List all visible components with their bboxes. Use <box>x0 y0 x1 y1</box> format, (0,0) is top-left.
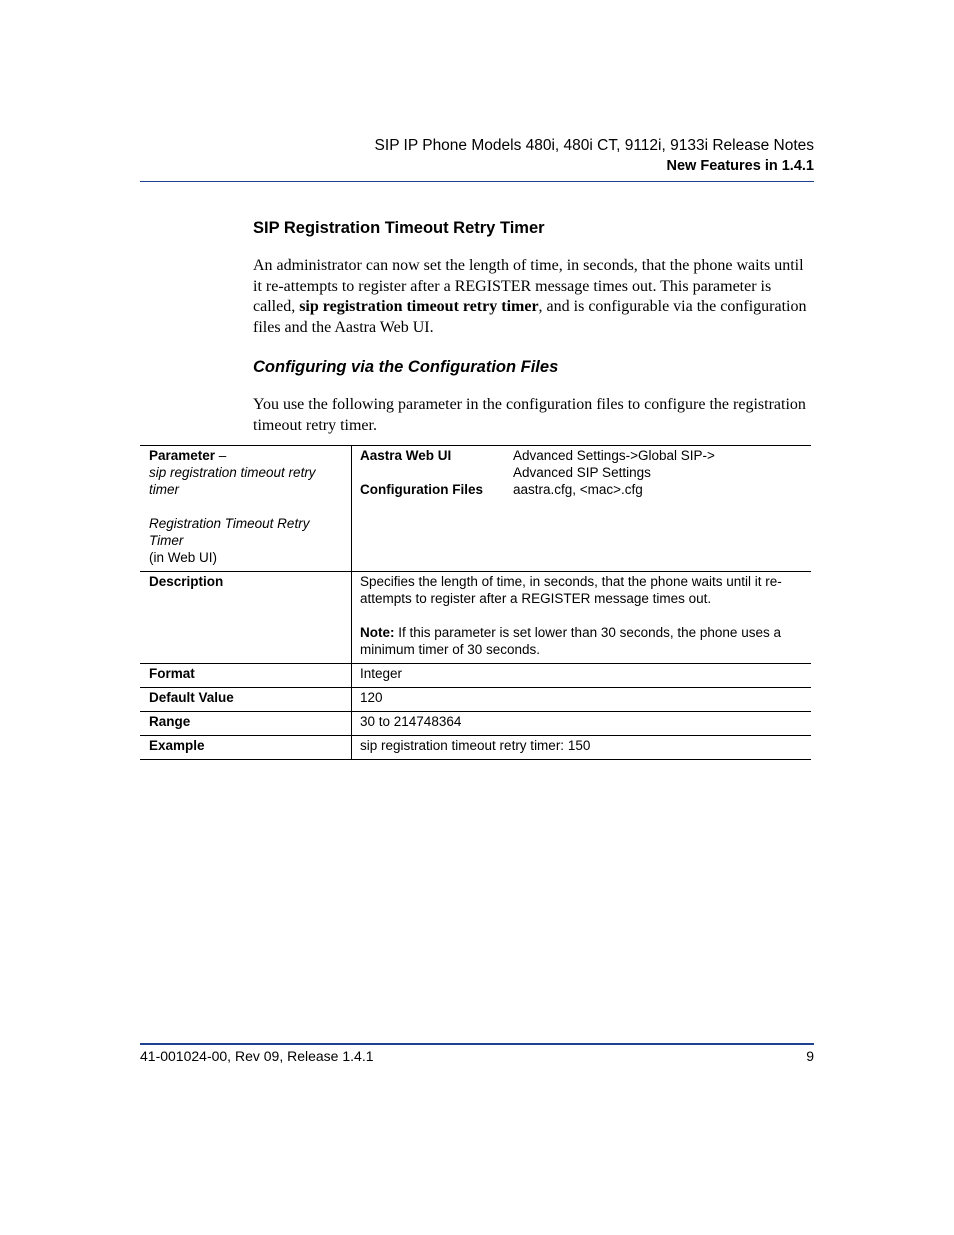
row-label-default-value: Default Value <box>140 688 352 712</box>
config-files-value: aastra.cfg, <mac>.cfg <box>513 482 643 497</box>
footer-page-number: 9 <box>806 1048 814 1064</box>
subsection-heading: Configuring via the Configuration Files <box>253 358 559 376</box>
table-row <box>140 712 811 736</box>
row-value-format: Integer <box>352 664 812 688</box>
header-subtitle: New Features in 1.4.1 <box>666 158 814 174</box>
page-header <box>375 135 814 177</box>
subsection-text: You use the following parameter in the configuration files to configure the registration timeout retry timer. <box>253 396 806 434</box>
header-divider <box>140 181 814 182</box>
note-label: Note: <box>360 625 395 640</box>
footer-divider <box>140 1043 814 1045</box>
intro-parameter-name: sip registration timeout retry timer <box>299 298 539 315</box>
parameter-table <box>140 445 811 760</box>
aastra-web-ui-path <box>513 447 803 481</box>
web-ui-path-line-2: Advanced SIP Settings <box>513 465 651 480</box>
row-value-example: sip registration timeout retry timer: 150 <box>352 736 812 760</box>
footer-doc-id: 41-001024-00, Rev 09, Release 1.4.1 <box>140 1048 374 1064</box>
description-label: Description <box>140 572 352 664</box>
header-title: SIP IP Phone Models 480i, 480i CT, 9112i, 9133i Release Notes <box>374 137 814 154</box>
row-label-example: Example <box>140 736 352 760</box>
parameter-label: Parameter <box>149 448 216 463</box>
table-row <box>140 688 811 712</box>
webui-parameter-name: Registration Timeout Retry Timer <box>149 516 310 548</box>
parameter-name: sip registration timeout retry timer <box>149 465 316 497</box>
location-cell <box>352 446 812 572</box>
description-text: Specifies the length of time, in seconds, that the phone waits until it re-attempts to register after a REGISTER message times out. <box>360 574 782 606</box>
note-text: If this parameter is set lower than 30 seconds, the phone uses a minimum timer of 30 seconds. <box>360 625 781 657</box>
table-row <box>140 736 811 760</box>
note <box>360 624 803 658</box>
section-intro <box>253 256 815 338</box>
row-value-default-value: 120 <box>352 688 812 712</box>
config-files-label: Configuration Files <box>360 482 483 497</box>
row-label-range: Range <box>140 712 352 736</box>
row-label-format: Format <box>140 664 352 688</box>
description-cell <box>352 572 812 664</box>
table-row <box>140 572 811 664</box>
parameter-dash: – <box>215 448 227 463</box>
web-ui-path-line-1: Advanced Settings->Global SIP-> <box>513 448 715 463</box>
table-row <box>140 446 811 572</box>
parameter-cell <box>140 446 352 572</box>
intro-text-b: , and is configurable via the configuration files and the Aastra Web UI. <box>253 298 807 336</box>
table-row <box>140 664 811 688</box>
row-value-range: 30 to 214748364 <box>352 712 812 736</box>
aastra-web-ui-label: Aastra Web UI <box>360 448 452 463</box>
intro-text-a: An administrator can now set the length of time, in seconds, that the phone waits until it re-attempts to register after a REGISTER message times out. This parameter is called, <box>253 257 804 315</box>
webui-suffix: (in Web UI) <box>149 550 218 565</box>
section-heading: SIP Registration Timeout Retry Timer <box>253 219 545 237</box>
